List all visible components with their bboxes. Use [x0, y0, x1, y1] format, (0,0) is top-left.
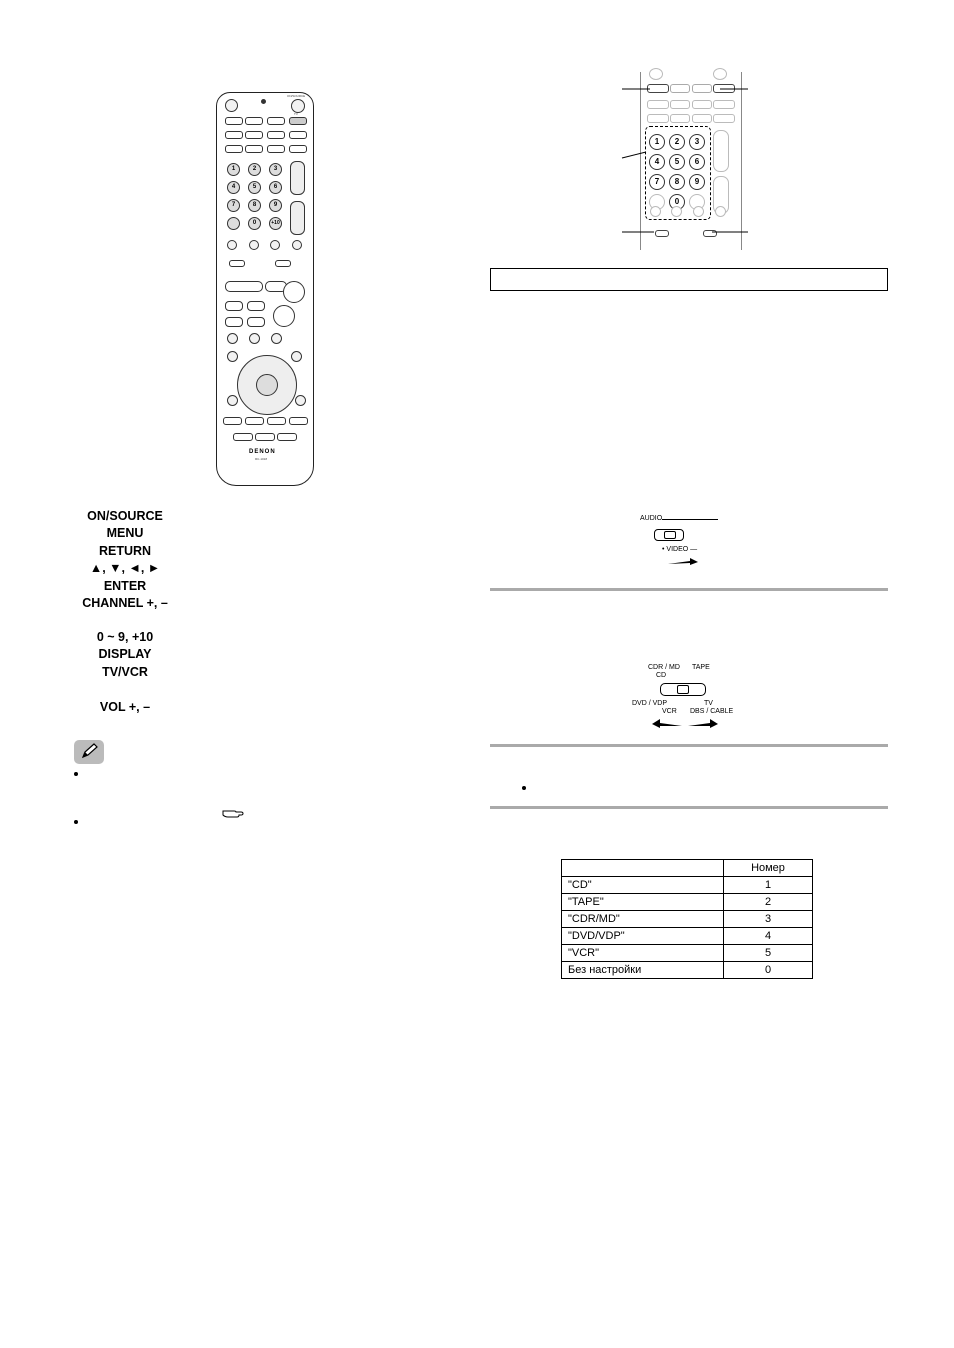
function-button [245, 417, 264, 425]
table-cell: "CD" [562, 877, 724, 894]
button-name-enter: ENTER [103, 579, 147, 593]
small-button [249, 333, 260, 344]
setup-code-table [561, 859, 813, 979]
table-cell: 0 [724, 962, 813, 979]
number-key: +10 [269, 217, 282, 230]
tv-mode-button [289, 117, 307, 125]
button-name-channel: CHANNEL +, – [82, 596, 168, 610]
table-cell: "VCR" [562, 945, 724, 962]
model-label: RC-1018 [255, 457, 268, 461]
audio-video-switch [229, 260, 245, 267]
button-name-numbers: 0 ~ 9, +10 [96, 630, 154, 644]
brand-logo: DENON [249, 449, 276, 455]
audio-label: AUDIO [640, 515, 663, 522]
bullet [74, 772, 78, 776]
mode-button [267, 117, 285, 125]
number-key: 7 [227, 199, 240, 212]
enter-button [256, 374, 278, 396]
number-key: 2 [248, 163, 261, 176]
number-key: 6 [689, 154, 705, 170]
number-key: 8 [248, 199, 261, 212]
device-switch-diagram [660, 683, 706, 696]
section-divider [490, 744, 888, 747]
mode-button [289, 131, 307, 139]
button-name-vol: VOL +, – [99, 700, 151, 714]
button-name-return: RETURN [98, 544, 152, 558]
table-row [562, 928, 813, 945]
table-cell: "TAPE" [562, 894, 724, 911]
indicator-led [261, 99, 266, 104]
table-cell: 1 [724, 877, 813, 894]
small-button [270, 240, 280, 250]
small-button [227, 240, 237, 250]
small-button [291, 351, 302, 362]
callout-lines [620, 82, 750, 242]
number-key [227, 217, 240, 230]
table-header-cell [562, 860, 724, 877]
button-name-tv-vcr: TV/VCR [102, 665, 148, 679]
number-key: 5 [248, 181, 261, 194]
audio-video-switch-diagram [654, 529, 684, 541]
function-button [277, 433, 297, 441]
number-key: 5 [669, 154, 685, 170]
number-key: 1 [649, 134, 665, 150]
small-button [295, 395, 306, 406]
table-header-row [562, 860, 813, 877]
number-key: 0 [248, 217, 261, 230]
channel-button [225, 301, 243, 311]
on-source-label: ON/SOURCE [287, 94, 306, 98]
table-row [562, 962, 813, 979]
section-divider [490, 588, 888, 591]
mode-button [245, 117, 263, 125]
skip-button [247, 317, 265, 327]
button-name-cursor: ▲, ▼, ◄, ► [89, 561, 161, 575]
small-button [227, 395, 238, 406]
table-cell: 4 [724, 928, 813, 945]
number-key: 6 [269, 181, 282, 194]
play-button [225, 281, 263, 292]
mode-button [267, 131, 285, 139]
mode-button [225, 145, 243, 153]
mode-button [245, 145, 263, 153]
section-divider [490, 806, 888, 809]
table-header-cell: Номер [724, 860, 813, 877]
table-cell: Без настройки [562, 962, 724, 979]
number-key: 2 [669, 134, 685, 150]
table-row [562, 894, 813, 911]
function-button [267, 417, 286, 425]
mode-button [225, 117, 243, 125]
left-arrow-icon [652, 716, 682, 728]
faint-button [713, 68, 727, 80]
table-cell: "DVD/VDP" [562, 928, 724, 945]
master-volume-up-button [283, 281, 305, 303]
number-key: 3 [269, 163, 282, 176]
mode-button [289, 145, 307, 153]
boxed-heading [490, 268, 888, 291]
button-name-menu: MENU [106, 526, 144, 540]
faint-button [649, 68, 663, 80]
cdr-md-label: CDR / MD [648, 664, 680, 671]
table-cell: "CDR/MD" [562, 911, 724, 928]
channel-button [247, 301, 265, 311]
tv-label: TV [294, 112, 298, 116]
right-arrow-icon [688, 716, 718, 728]
dvd-vdp-label: DVD / VDP [632, 700, 668, 707]
small-button [227, 333, 238, 344]
master-volume-down-button [273, 305, 295, 327]
tv-label-diagram: TV [704, 700, 713, 707]
video-label: VIDEO [666, 546, 689, 553]
number-key: 8 [669, 174, 685, 190]
button-name-on-source: ON/SOURCE [87, 509, 163, 523]
number-key: 0 [669, 194, 685, 210]
small-button [227, 351, 238, 362]
video-label-wrap: • VIDEO — [662, 546, 698, 553]
mode-button [225, 131, 243, 139]
small-button [292, 240, 302, 250]
table-cell: 2 [724, 894, 813, 911]
table-row [562, 877, 813, 894]
on-source-button [291, 99, 305, 113]
number-key: 1 [227, 163, 240, 176]
remote-control-illustration [216, 92, 314, 486]
audio-line [662, 519, 718, 520]
bullet [74, 820, 78, 824]
cd-label: CD [656, 672, 667, 679]
table-cell: 3 [724, 911, 813, 928]
channel-rocker [290, 161, 305, 195]
number-key: 3 [689, 134, 705, 150]
bullet [522, 786, 526, 790]
function-button [255, 433, 275, 441]
small-button [249, 240, 259, 250]
table-cell: 5 [724, 945, 813, 962]
function-button [233, 433, 253, 441]
number-key: 9 [269, 199, 282, 212]
function-button [289, 417, 308, 425]
skip-button [225, 317, 243, 327]
pencil-icon [74, 740, 104, 764]
number-key: 9 [689, 174, 705, 190]
number-key: 7 [649, 174, 665, 190]
dbs-cable-label: DBS / CABLE [690, 708, 734, 715]
pointing-hand-icon [222, 806, 244, 818]
number-key: 4 [649, 154, 665, 170]
mode-button [245, 131, 263, 139]
table-row [562, 945, 813, 962]
mode-button [267, 145, 285, 153]
volume-rocker [290, 201, 305, 235]
vcr-label: VCR [662, 708, 677, 715]
table-row [562, 911, 813, 928]
button-name-display: DISPLAY [98, 647, 152, 661]
right-arrow-icon [668, 556, 698, 566]
device-switch [275, 260, 291, 267]
tape-label: TAPE [692, 664, 710, 671]
small-button [271, 333, 282, 344]
number-key: 4 [227, 181, 240, 194]
off-button [225, 99, 238, 112]
function-button [223, 417, 242, 425]
